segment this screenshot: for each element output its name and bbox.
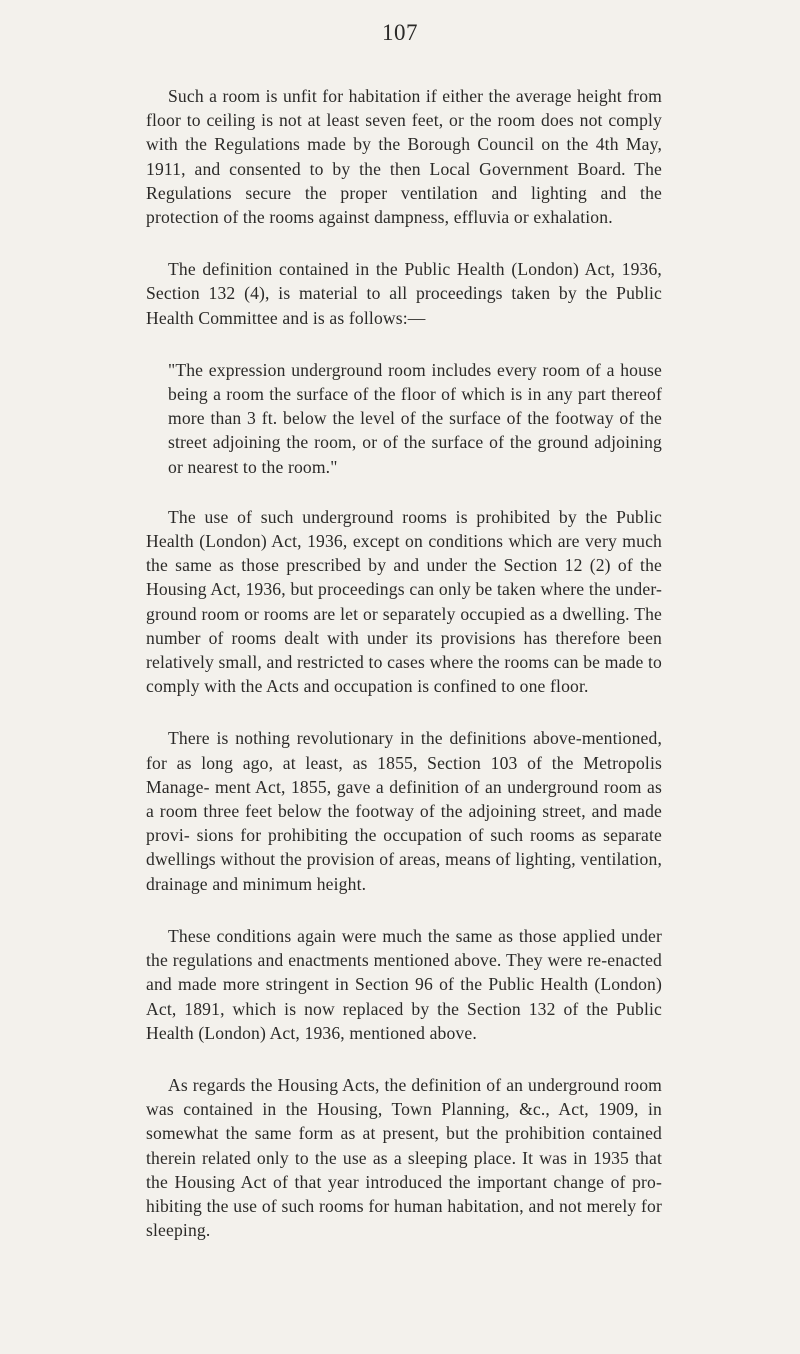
quoted-definition: "The expression underground room includes every room of a house being a room the surface of the floor of which is in any part thereof more than 3 ft. below the level of the surface of the footway of the street adjoining the room, or of the surface of the ground adjoining or nearest to the room." xyxy=(168,359,662,477)
paragraph-habitation-criteria: Such a room is unfit for habitation if either the average height from floor to ceiling is not at least seven feet, or the room does not comply with the Regulations made by the Borough Council on the 4th May, 1911, and consented to by the then Local Government Board. The Regulations secure the proper ventilation and lighting and the protection of the rooms against dampness, effluvia or exhalation. xyxy=(146,86,662,228)
paragraph-prohibition: The use of such underground rooms is prohibited by the Public Health (London) Act, 1936, except on conditions which are very much the same as those prescribed by and under the Section 12 (2) of the Housing Act, 1936, but proceedings can only be taken where the under- ground room or rooms are let or separately occupied as a dwelling. The number of rooms dealt with under its provisions has therefore been relatively small, and restricted to cases where the rooms can be made to comply with the Acts and occupation is confined to one floor. xyxy=(146,506,662,697)
paragraph-housing-acts: As regards the Housing Acts, the definition of an underground room was contained in the Housing, Town Planning, &c., Act, 1909, in somewhat the same form as at present, but the prohibition contained therein related only to the use as a sleeping place. It was in 1935 that the Housing Act of that year introduced the important change of pro- hibiting the use of such rooms for human habitation, and not merely for sleeping. xyxy=(146,1074,662,1241)
body-text xyxy=(146,84,662,1270)
page-number: 107 xyxy=(382,20,418,45)
paragraph-history-1855: There is nothing revolutionary in the definitions above-mentioned, for as long ago, at least, as 1855, Section 103 of the Metropolis Manage- ment Act, 1855, gave a definition of an underground room as a room three feet below the footway of the adjoining street, and made provi- sions for prohibiting the occupation of such rooms as separate dwellings without the provision of areas, means of lighting, ventilation, drainage and minimum height. xyxy=(146,728,662,894)
paragraph-definition-intro: The definition contained in the Public Health (London) Act, 1936, Section 132 (4), is material to all proceedings taken by the Public Health Committee and is as follows:— xyxy=(146,259,662,328)
paragraph-reenactment: These conditions again were much the same as those applied under the regulations and enactments mentioned above. They were re-enacted and made more stringent in Section 96 of the Public Health (London) Act, 1891, which is now replaced by the Section 132 of the Public Health (London) Act, 1936, mentioned above. xyxy=(146,925,662,1043)
